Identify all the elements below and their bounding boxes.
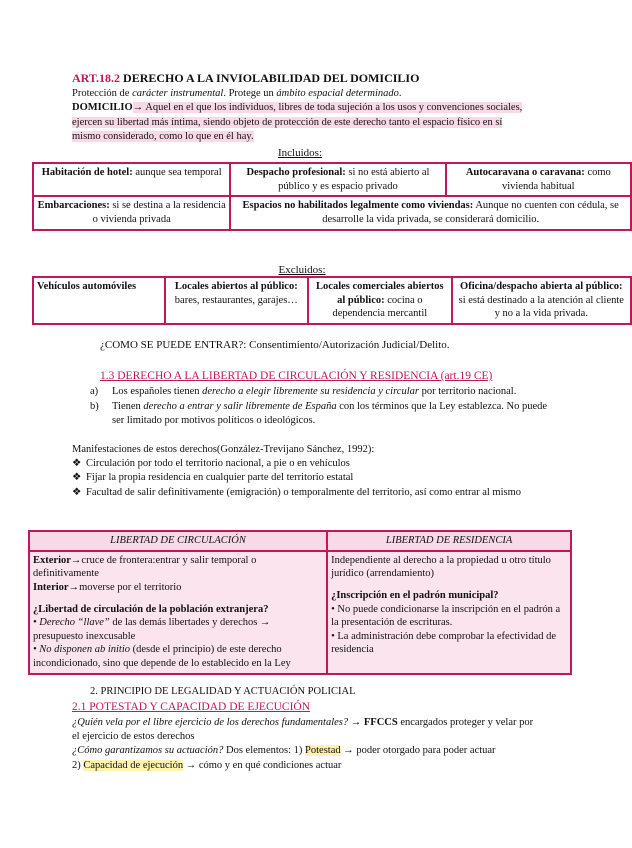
list-item [72, 471, 542, 485]
ffccs-label: FFCCS [363, 717, 398, 728]
list-italic: derecho a elegir libremente su residencia y circular [202, 386, 419, 397]
exterior-line [33, 554, 323, 581]
incluidos-label: Incluidos: [278, 146, 322, 159]
incluidos-cell [230, 163, 445, 196]
excluidos-label: Excluidos: [278, 264, 326, 276]
padron-bullet: • No puede condicionarse la inscripción en el padrón a la presentación de escrituras. [331, 603, 561, 629]
cell-text: como vivienda habitual [501, 167, 611, 192]
exterior-label: Exterior [33, 554, 71, 566]
ffccs-text: encargados proteger y velar por el ejercicio de estos derechos [72, 717, 534, 743]
circulacion-header: LIBERTAD DE CIRCULACIÓN [29, 531, 327, 551]
domicilio-label: DOMICILIO [72, 102, 133, 114]
cell-bold: Vehículos automóviles [37, 281, 137, 292]
cell-bold: Locales abiertos al público: [174, 281, 298, 292]
cell-text: Aunque no cuenten con cédula, se desarrolle la vida privada, se considerará domicilio. [322, 200, 619, 225]
diamond-bullet-icon: ❖ [72, 486, 82, 498]
excluidos-cell [308, 277, 452, 324]
domicilio-definition [72, 101, 528, 144]
intro-italic: ámbito espacial determinado [276, 88, 399, 100]
garantia-question: ¿Cómo garantizamos su actuación? [72, 745, 224, 757]
cell-bold: Locales comerciales abiertos al público: [316, 281, 444, 306]
arrow-text: → [348, 717, 364, 728]
excluidos-cell [165, 277, 309, 324]
incluidos-cell [230, 196, 631, 229]
capacidad-label: Capacidad de ejecución [83, 759, 184, 771]
rights-list [90, 385, 550, 430]
interior-text: →moverse por el territorio [68, 581, 182, 593]
list-text-part: con los términos que la Ley establezca. No puede ser limitado por motivos políticos o ideológicos. [112, 401, 548, 427]
ab-initio-italic: ab initio [94, 644, 131, 656]
exterior-text: →cruce de frontera:entrar y salir temporal o definitivamente [33, 554, 257, 580]
interior-line [33, 581, 323, 595]
ab-initio-line [33, 643, 323, 670]
page-title [72, 70, 528, 86]
table-row [33, 196, 631, 229]
capacidad-text: → cómo y en qué condiciones actuar [183, 759, 342, 771]
list-item [90, 400, 550, 428]
diamond-bullet-icon: ❖ [72, 472, 82, 484]
section-2-1-title: 2.1 POTESTAD Y CAPACIDAD DE EJECUCIÓN [72, 701, 311, 713]
intro-text: Protección de [72, 88, 133, 100]
cell-bold: Oficina/despacho abierta al público: [460, 281, 623, 292]
cell-bold: Autocaravana o caravana: [465, 167, 585, 178]
list-text: Circulación por todo el territorio nacional, a pie o en vehículos [86, 458, 350, 470]
libertad-table [28, 530, 572, 675]
capacidad-line [72, 759, 542, 773]
cell-text: si no está abierto al público y es espacio privado [278, 167, 430, 192]
intro-italic: carácter instrumental [132, 88, 224, 100]
ffccs-line [72, 716, 542, 744]
manifestaciones-block [72, 443, 542, 500]
list-item [72, 486, 542, 500]
padron-bullet: • La administración debe comprobar la efectividad de residencia [331, 630, 557, 656]
ab-initio-pre: • No disponen [33, 644, 95, 656]
list-italic: derecho a entrar y salir libremente de España [143, 401, 337, 413]
garantia-text: Dos elementos: 1) [223, 745, 306, 757]
cell-text: si se destina a la residencia o vivienda privada [92, 200, 226, 225]
list-item [90, 385, 550, 399]
intro-line [72, 87, 528, 101]
list-marker: a) [90, 386, 99, 397]
incluidos-cell [33, 163, 230, 196]
cell-text: si está destinado a la atención al cliente y no a la vida privada. [458, 294, 624, 320]
llave-text: de las demás libertades y derechos → presupuesto inexcusable [33, 617, 271, 642]
ffccs-question: ¿Quién vela por el libre ejercicio de los derechos fundamentales? [72, 717, 349, 728]
cell-text: aunque sea temporal [132, 167, 222, 178]
list-text: Fijar la propia residencia en cualquier parte del territorio estatal [86, 472, 354, 484]
table-row [33, 277, 631, 324]
cell-bold: Despacho profesional: [246, 167, 346, 178]
manifestaciones-list [72, 457, 542, 500]
incluidos-table [32, 162, 632, 231]
excluidos-cell [33, 277, 165, 324]
llave-italic: • Derecho “llave” [33, 617, 110, 629]
intro-text: . Protege un [223, 88, 277, 100]
incluidos-cell [33, 196, 230, 229]
heading-block [72, 70, 528, 161]
como-entrar: ¿COMO SE PUEDE ENTRAR?: Consentimiento/Autorización Judicial/Delito. [100, 339, 450, 351]
list-text: Facultad de salir definitivamente (emigración) o temporalmente del territorio, así como entrar al mismo [86, 486, 522, 498]
list-item [72, 457, 542, 471]
list-text-part: por territorio nacional. [418, 386, 517, 397]
capacidad-num: 2) [72, 759, 84, 771]
intro-text: . [398, 88, 402, 100]
table-row [29, 551, 571, 674]
section-1-3-title: 1.3 DERECHO A LA LIBERTAD DE CIRCULACIÓN Y RESIDENCIA (art.19 CE) [100, 370, 493, 382]
excluidos-cell [452, 277, 631, 324]
cell-bold: Embarcaciones: [37, 200, 110, 212]
list-text-part: Los españoles tienen [112, 386, 203, 397]
ab-initio-text: (desde el principio) de este derecho incondicionado, sino que depende de lo establecido en la Ley [33, 644, 291, 670]
circulacion-cell [29, 551, 327, 674]
potestad-label: Potestad [305, 745, 341, 757]
excluidos-table [32, 276, 632, 325]
table-row [33, 163, 631, 196]
list-text-part: Tienen [112, 401, 144, 413]
article-number: ART.18.2 [72, 71, 121, 85]
interior-label: Interior [33, 581, 69, 593]
section-2-title: 2. PRINCIPIO DE LEGALIDAD Y ACTUACIÓN POLICIAL [90, 686, 356, 697]
list-text [112, 385, 516, 399]
table-row [29, 531, 571, 551]
list-text [112, 400, 550, 428]
cell-text: cocina o dependencia mercantil [332, 294, 428, 320]
cell-bold: Habitación de hotel: [41, 167, 133, 178]
garantia-line [72, 744, 542, 758]
cell-text: bares, restaurantes, garajes… [174, 294, 298, 306]
cell-bold: Espacios no habilitados legalmente como viviendas: [242, 200, 474, 212]
incluidos-cell [446, 163, 631, 196]
potestad-text: → poder otorgado para poder actuar [340, 745, 496, 757]
domicilio-text: → Aquel en el que los individuos, libres de toda sujeción a los usos y convenciones sociales, ejercen su libertad más íntima, siendo objeto de protección de este derecho tanto el espacio físico en sí mismo considerado, como lo que en él hay. [72, 102, 523, 142]
list-marker: b) [90, 401, 99, 413]
residencia-text: Independiente al derecho a la propiedad u otro título jurídico (arrendamiento) [331, 554, 551, 580]
residencia-header: LIBERTAD DE RESIDENCIA [327, 531, 571, 551]
extranjera-question: ¿Libertad de circulación de la población extranjera? [33, 603, 269, 615]
article-title: DERECHO A LA INVIOLABILIDAD DEL DOMICILIO [120, 71, 420, 85]
diamond-bullet-icon: ❖ [72, 458, 82, 470]
manifestaciones-intro: Manifestaciones de estos derechos(González-Trevijano Sánchez, 1992): [72, 444, 375, 455]
section-2-body [72, 716, 542, 773]
padron-question: ¿Inscripción en el padrón municipal? [331, 589, 499, 601]
residencia-cell [327, 551, 571, 674]
llave-line [33, 616, 323, 643]
